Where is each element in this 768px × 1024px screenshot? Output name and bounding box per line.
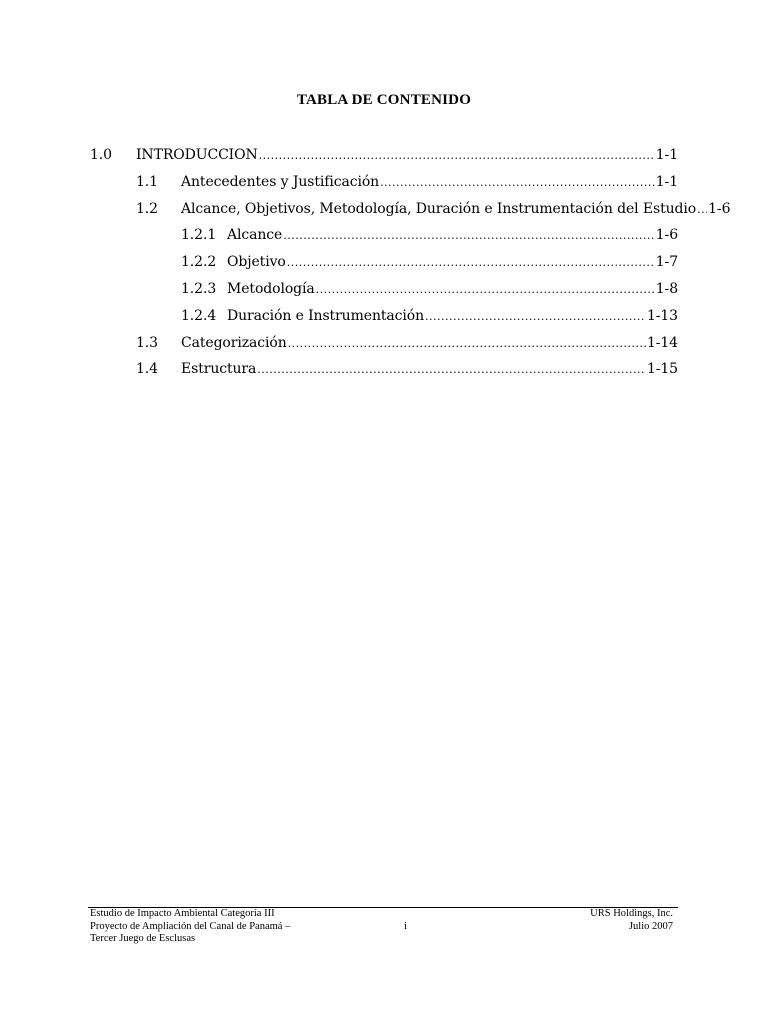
table-of-contents xyxy=(0,144,768,385)
toc-entry-number: 1.4 xyxy=(136,361,158,378)
dot-leader xyxy=(288,333,646,355)
footer-date: Julio 2007 xyxy=(628,920,673,932)
footer-company: URS Holdings, Inc. xyxy=(590,908,673,919)
toc-entry-1-2-4[interactable] xyxy=(0,305,768,332)
toc-entry-page: 1-14 xyxy=(646,334,678,351)
dot-leader xyxy=(380,172,655,194)
toc-entry-line xyxy=(227,278,678,301)
toc-entry-page: 1-6 xyxy=(655,227,678,244)
toc-entry-title: Alcance, Objetivos, Metodología, Duración e Instrumentación del Estudio xyxy=(181,200,697,217)
toc-entry-number: 1.2 xyxy=(136,200,158,217)
footer-study-title: Estudio de Impacto Ambiental Categoría III xyxy=(90,908,275,919)
toc-entry-page: 1-1 xyxy=(655,173,678,190)
toc-entry-line xyxy=(227,251,678,274)
toc-entry-page: 1-1 xyxy=(655,147,678,163)
toc-entry-number: 1.2.1 xyxy=(181,227,217,244)
footer-left-block xyxy=(90,908,290,946)
toc-entry-1-1[interactable] xyxy=(0,171,768,198)
toc-entry-1-2-3[interactable] xyxy=(0,278,768,305)
dot-leader xyxy=(283,225,655,247)
toc-entry-title: Objetivo xyxy=(227,254,286,271)
toc-entry-line xyxy=(181,198,731,221)
toc-entry-1-4[interactable] xyxy=(0,358,768,385)
toc-entry-number: 1.3 xyxy=(136,334,158,351)
toc-entry-1-2[interactable] xyxy=(0,198,768,225)
footer-project-subtitle: Tercer Juego de Esclusas xyxy=(90,933,196,944)
toc-entry-line xyxy=(181,171,678,194)
toc-entry-page: 1-7 xyxy=(655,254,678,271)
toc-entry-line xyxy=(136,144,678,167)
footer-right-block xyxy=(590,908,673,933)
dot-leader xyxy=(316,279,655,301)
page-footer xyxy=(90,908,673,956)
dot-leader xyxy=(697,199,707,221)
toc-entry-line xyxy=(181,332,678,355)
toc-entry-line xyxy=(227,224,678,247)
toc-entry-1-3[interactable] xyxy=(0,332,768,359)
toc-entry-title: INTRODUCCION xyxy=(136,147,258,163)
dot-leader xyxy=(425,306,646,328)
toc-entry-title: Alcance xyxy=(227,227,283,244)
toc-entry-page: 1-13 xyxy=(646,307,678,324)
toc-entry-title: Estructura xyxy=(181,361,257,378)
toc-entry-number: 1.0 xyxy=(90,147,112,163)
toc-entry-title: Categorización xyxy=(181,334,287,351)
toc-entry-number: 1.2.2 xyxy=(181,254,217,271)
page-title: TABLA DE CONTENIDO xyxy=(296,92,472,108)
toc-entry-page: 1-8 xyxy=(655,280,678,297)
toc-entry-line xyxy=(227,305,678,328)
toc-entry-number: 1.2.4 xyxy=(181,307,217,324)
dot-leader xyxy=(259,145,655,167)
dot-leader xyxy=(287,252,655,274)
toc-entry-1-0[interactable] xyxy=(0,144,768,171)
dot-leader xyxy=(257,359,646,381)
toc-entry-line xyxy=(181,358,678,381)
toc-entry-number: 1.2.3 xyxy=(181,280,217,297)
toc-entry-1-2-2[interactable] xyxy=(0,251,768,278)
toc-entry-title: Metodología xyxy=(227,280,315,297)
toc-entry-1-2-1[interactable] xyxy=(0,224,768,251)
toc-entry-number: 1.1 xyxy=(136,173,158,190)
toc-entry-title: Antecedentes y Justificación xyxy=(181,173,380,190)
toc-entry-page: 1-15 xyxy=(646,361,678,378)
footer-project-title: Proyecto de Ampliación del Canal de Panamá – xyxy=(90,920,291,932)
toc-entry-page: 1-6 xyxy=(708,200,731,217)
toc-entry-title: Duración e Instrumentación xyxy=(227,307,425,324)
page-number: i xyxy=(404,920,407,932)
